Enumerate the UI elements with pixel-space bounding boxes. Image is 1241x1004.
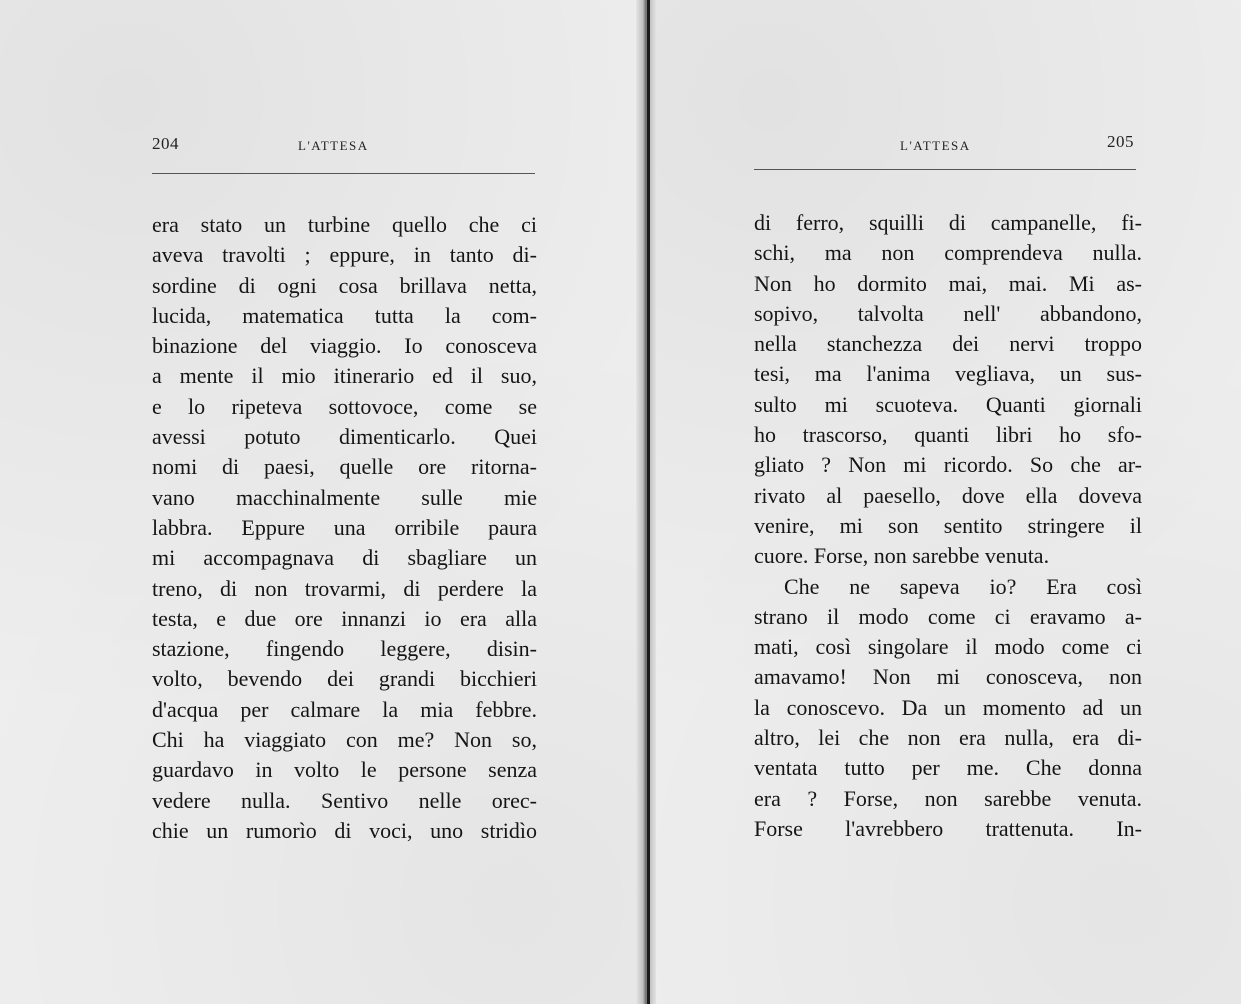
text-line: testa, e due ore innanzi io era alla <box>152 605 537 631</box>
text-line: rivato al paesello, dove ella doveva <box>754 482 1142 508</box>
text-line: tesi, ma l'anima vegliava, un sus- <box>754 361 1142 387</box>
text-line: sordine di ogni cosa brillava netta, <box>152 272 537 298</box>
text-line: Non ho dormito mai, mai. Mi as- <box>754 270 1142 296</box>
text-line: Chi ha viaggiato con me? Non so, <box>152 727 537 753</box>
text-line: cuore. Forse, non sarebbe venuta. <box>754 543 1050 569</box>
text-line: amavamo! Non mi conosceva, non <box>754 664 1142 690</box>
text-line: binazione del viaggio. Io conosceva <box>152 333 537 359</box>
text-line: altro, lei che non era nulla, era di- <box>754 725 1142 751</box>
text-line: labbra. Eppure una orribile paura <box>152 514 537 540</box>
text-line: gliato ? Non mi ricordo. So che ar- <box>754 452 1142 478</box>
text-line: ho trascorso, quanti libri ho sfo- <box>754 422 1142 448</box>
text-line: sopivo, talvolta nell' abbandono, <box>754 300 1142 326</box>
text-line: a mente il mio itinerario ed il suo, <box>152 363 537 389</box>
text-line: vedere nulla. Sentivo nelle orec- <box>152 787 537 813</box>
text-line: chie un rumorìo di voci, uno stridìo <box>152 817 537 843</box>
text-line: mati, così singolare il modo come ci <box>754 634 1142 660</box>
text-line: aveva travolti ; eppure, in tanto di- <box>152 242 537 268</box>
spine-shadow <box>647 0 650 1004</box>
text-line: sulto mi scuoteva. Quanti giornali <box>754 391 1142 417</box>
text-line: vano macchinalmente sulle mie <box>152 484 537 510</box>
text-line: la conoscevo. Da un momento ad un <box>754 694 1142 720</box>
text-line: Che ne sapeva io? Era così <box>784 573 1142 599</box>
text-line: stazione, fingendo leggere, disin- <box>152 636 537 662</box>
right-running-head: L'ATTESA <box>900 138 971 153</box>
text-line: volto, bevendo dei grandi bicchieri <box>152 666 537 692</box>
text-line: lucida, matematica tutta la com- <box>152 302 537 328</box>
text-line: venire, mi son sentito stringere il <box>754 512 1142 538</box>
left-page-text <box>152 210 537 846</box>
left-running-head: L'ATTESA <box>298 138 369 153</box>
text-line: ventata tutto per me. Che donna <box>754 755 1142 781</box>
text-line: e lo ripeteva sottovoce, come se <box>152 393 537 419</box>
left-header-rule <box>152 173 535 174</box>
text-line: guardavo in volto le persone senza <box>152 757 537 783</box>
text-line: avessi potuto dimenticarlo. Quei <box>152 424 537 450</box>
text-line: mi accompagnava di sbagliare un <box>152 545 537 571</box>
text-line: strano il modo come ci eravamo a- <box>754 603 1142 629</box>
right-header-rule <box>754 169 1136 170</box>
left-page-number: 204 <box>152 134 179 153</box>
text-line: nomi di paesi, quelle ore ritorna- <box>152 454 537 480</box>
right-page-number: 205 <box>1107 132 1134 151</box>
text-line: Forse l'avrebbero trattenuta. In- <box>754 815 1142 841</box>
text-line: di ferro, squilli di campanelle, fi- <box>754 210 1142 235</box>
text-line: schi, ma non comprendeva nulla. <box>754 240 1142 266</box>
text-line: d'acqua per calmare la mia febbre. <box>152 696 537 722</box>
right-page-text <box>754 208 1142 844</box>
text-line: nella stanchezza dei nervi troppo <box>754 331 1142 357</box>
text-line: era ? Forse, non sarebbe venuta. <box>754 785 1142 811</box>
book-gutter <box>636 0 656 1004</box>
text-line: treno, di non trovarmi, di perdere la <box>152 575 537 601</box>
text-line: era stato un turbine quello che ci <box>152 212 537 237</box>
